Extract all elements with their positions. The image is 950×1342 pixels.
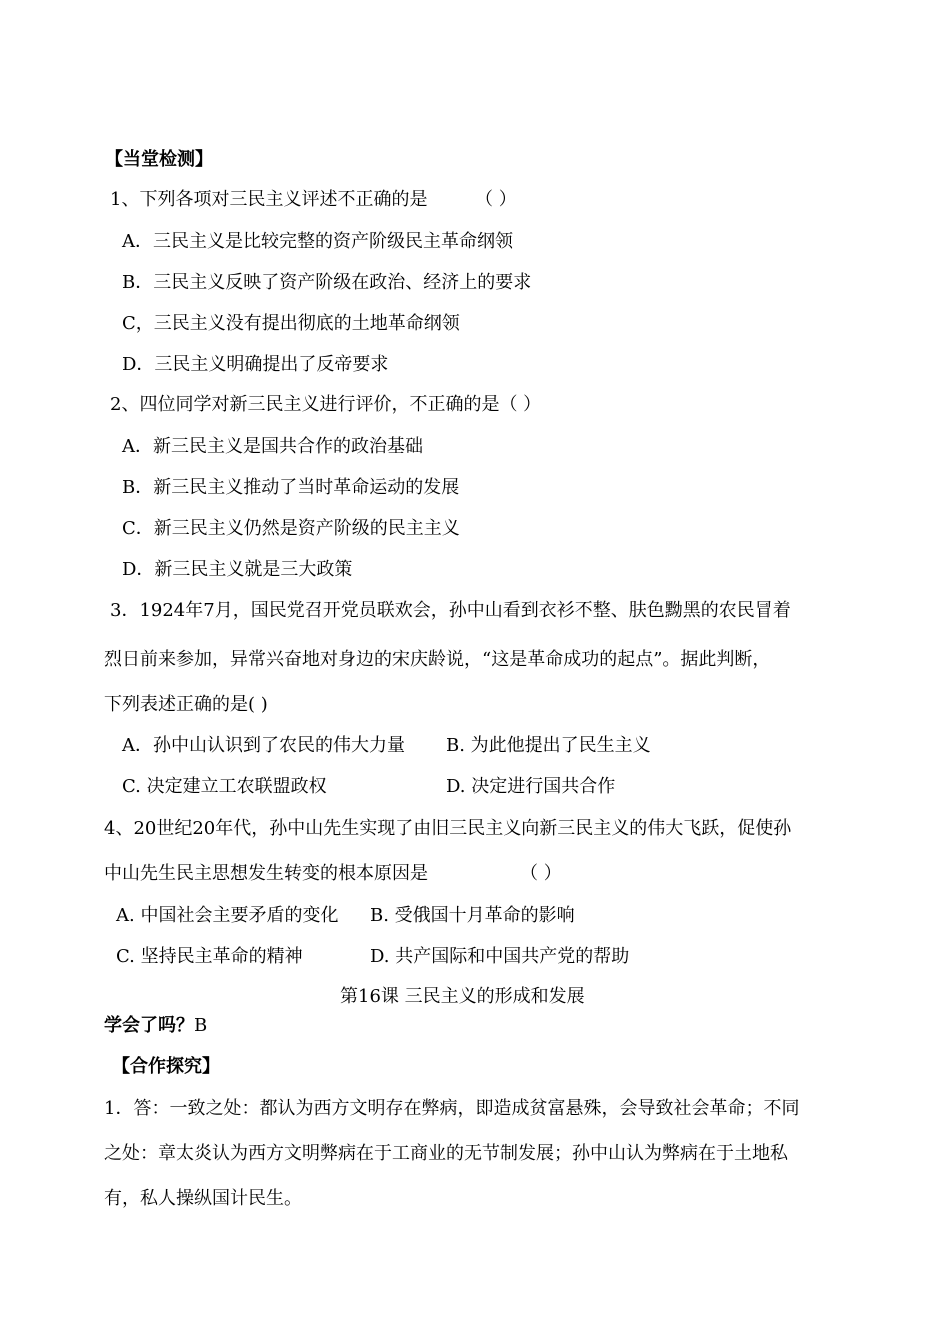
question-3-line-2: 烈日前来参加，异常兴奋地对身边的宋庆龄说，“这是革命成功的起点”。据此判断， [104, 649, 771, 670]
learned-answer: B [194, 1015, 208, 1036]
question-1-option-c: C，三民主义没有提出彻底的土地革命纲领 [122, 313, 460, 334]
question-3-option-c: C. 决定建立工农联盟政权 [122, 776, 327, 797]
question-4-paren: （ ） [520, 863, 562, 884]
question-2-option-b: B．新三民主义推动了当时革命运动的发展 [122, 477, 460, 498]
section-title-quiz: 【当堂检测】 [105, 149, 213, 170]
question-1-stem: 1、下列各项对三民主义评述不正确的是 [110, 189, 428, 210]
question-2-option-d: D．新三民主义就是三大政策 [122, 559, 353, 580]
question-3-line-3: 下列表述正确的是( ) [104, 694, 268, 715]
question-1-option-b: B．三民主义反映了资产阶级在政治、经济上的要求 [122, 272, 532, 293]
section-title-cooperation: 【合作探究】 [112, 1056, 220, 1077]
lesson-title: 第16课 三民主义的形成和发展 [340, 986, 585, 1007]
question-3-option-a: A．孙中山认识到了农民的伟大力量 [122, 735, 405, 756]
question-4-line-2: 中山先生民主思想发生转变的根本原因是 [104, 863, 428, 884]
question-4-option-a: A. 中国社会主要矛盾的变化 [116, 905, 339, 926]
question-4-line-1: 4、20世纪20年代，孙中山先生实现了由旧三民主义向新三民主义的伟大飞跃，促使孙 [104, 818, 792, 839]
question-1-paren: （ ） [475, 189, 517, 210]
question-1-option-d: D．三民主义明确提出了反帝要求 [122, 354, 389, 375]
question-1-option-a: A．三民主义是比较完整的资产阶级民主革命纲领 [122, 231, 513, 252]
answer-1-line-3: 有，私人操纵国计民生。 [104, 1188, 302, 1209]
question-4-option-c: C. 坚持民主革命的精神 [116, 946, 303, 967]
learned-line [104, 1014, 207, 1038]
question-3-option-b: B. 为此他提出了民生主义 [446, 735, 651, 756]
question-2-stem: 2、四位同学对新三民主义进行评价，不正确的是（ ） [110, 394, 542, 415]
question-3-option-d: D. 决定进行国共合作 [446, 776, 616, 797]
question-3-line-1: 3．1924年7月，国民党召开党员联欢会，孙中山看到衣衫不整、肤色黝黑的农民冒着 [110, 600, 791, 621]
question-2-option-a: A．新三民主义是国共合作的政治基础 [122, 436, 423, 457]
question-4-option-b: B. 受俄国十月革命的影响 [370, 905, 575, 926]
learned-label: 学会了吗？ [104, 1015, 194, 1036]
question-4-option-d: D. 共产国际和中国共产党的帮助 [370, 946, 630, 967]
answer-1-line-2: 之处：章太炎认为西方文明弊病在于工商业的无节制发展；孙中山认为弊病在于土地私 [104, 1143, 788, 1164]
question-2-option-c: C．新三民主义仍然是资产阶级的民主主义 [122, 518, 460, 539]
answer-1-line-1: 1．答：一致之处：都认为西方文明存在弊病，即造成贫富悬殊，会导致社会革命；不同 [104, 1098, 800, 1119]
